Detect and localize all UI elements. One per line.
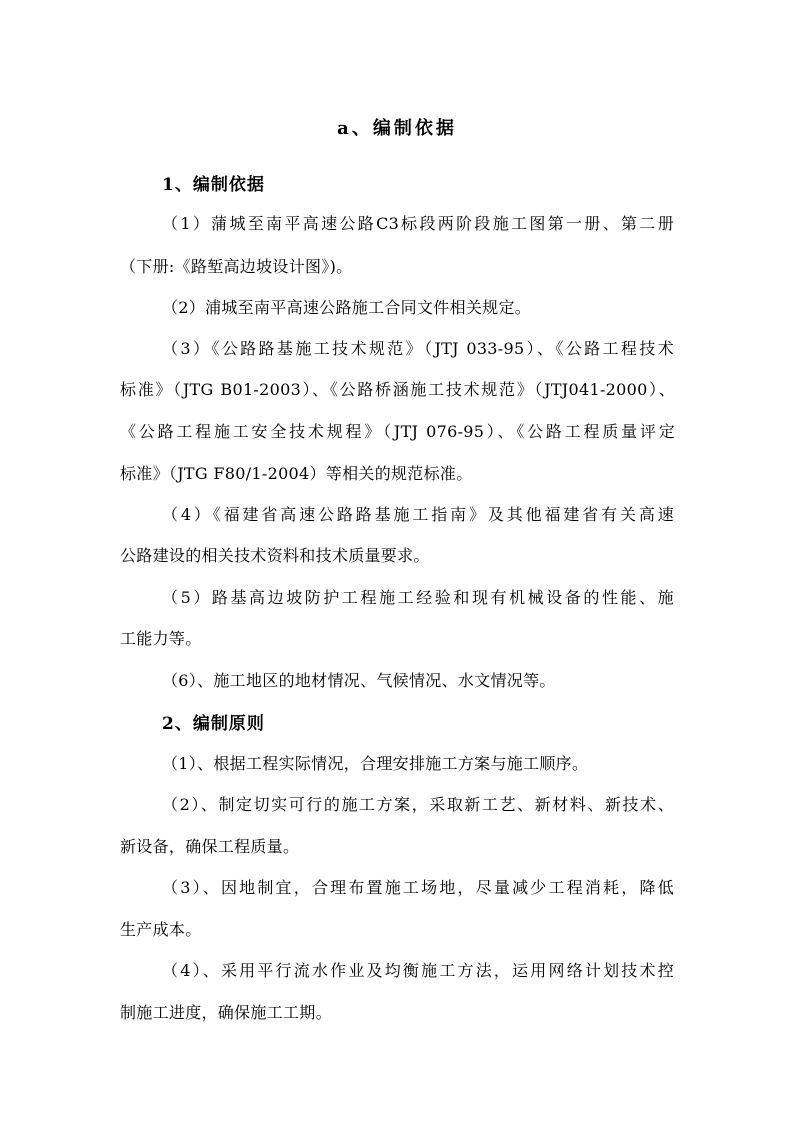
section-heading-basis: 1、编制依据 xyxy=(162,175,265,195)
basis-item-5-line-2: 工能力等。 xyxy=(120,629,202,648)
principle-item-3-line-2: 生产成本。 xyxy=(120,920,202,939)
basis-item-3-line-4: 标准》（JTG F80/1-2004）等相关的规范标准。 xyxy=(120,464,473,483)
basis-item-3-line-1: （3）《公路路基施工技术规范》（JTJ 033-95）、《公路工程技术 xyxy=(162,339,674,358)
section-heading-principles: 2、编制原则 xyxy=(162,714,265,734)
basis-item-6-line-1: （6）、施工地区的地材情况、气候情况、水文情况等。 xyxy=(162,671,556,690)
principle-item-4-line-1: （4）、采用平行流水作业及均衡施工方法，运用网络计划技术控 xyxy=(162,961,674,980)
principle-item-2-line-1: （2）、制定切实可行的施工方案，采取新工艺、新材料、新技术、 xyxy=(162,795,674,814)
document-title: a、编制依据 xyxy=(337,118,457,139)
basis-item-1-line-2: （下册:《路堑高边坡设计图》)。 xyxy=(120,257,353,276)
basis-item-4-line-2: 公路建设的相关技术资料和技术质量要求。 xyxy=(120,546,430,565)
principle-item-4-line-2: 制施工进度，确保施工工期。 xyxy=(120,1003,332,1022)
basis-item-1-line-1: （1）蒲城至南平高速公路C3标段两阶段施工图第一册、第二册 xyxy=(162,214,674,233)
principle-item-3-line-1: （3）、因地制宜，合理布置施工场地，尽量减少工程消耗，降低 xyxy=(162,878,674,897)
basis-item-3-line-3: 《公路工程施工安全技术规程》（JTJ 076-95）、《公路工程质量评定 xyxy=(120,422,675,441)
basis-item-2-line-1: （2）浦城至南平高速公路施工合同文件相关规定。 xyxy=(162,298,532,317)
principle-item-2-line-2: 新设备，确保工程质量。 xyxy=(120,837,300,856)
basis-item-3-line-2: 标准》（JTG B01-2003）、《公路桥涵施工技术规范》（JTJ041-2000）、 xyxy=(120,380,675,399)
basis-item-5-line-1: （5）路基高边坡防护工程施工经验和现有机械设备的性能、施 xyxy=(162,588,674,607)
basis-item-4-line-1: （4）《福建省高速公路路基施工指南》及其他福建省有关高速 xyxy=(162,505,674,524)
principle-item-1-line-1: （1）、根据工程实际情况，合理安排施工方案与施工顺序。 xyxy=(162,754,589,773)
